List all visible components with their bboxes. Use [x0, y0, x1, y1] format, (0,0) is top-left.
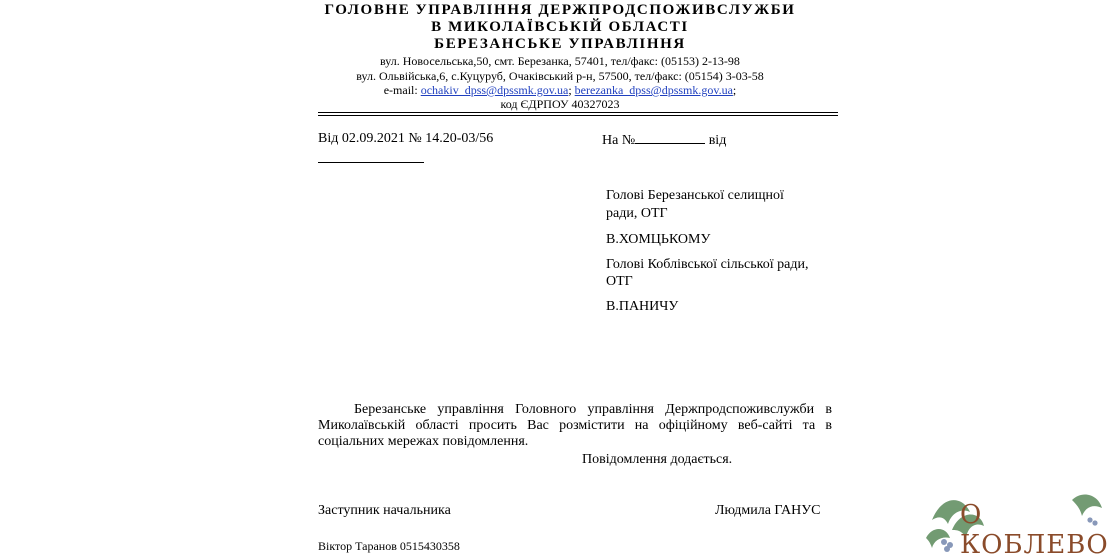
recipient-2-line1: Голові Коблівської сільської ради,	[606, 257, 809, 272]
email-separator: ;	[568, 83, 575, 97]
email-prefix: e-mail:	[383, 83, 421, 97]
incoming-ref-blank	[635, 131, 705, 144]
signer-name: Людмила ГАНУС	[715, 503, 821, 518]
recipient-1-name: В.ХОМЦЬКОМУ	[606, 232, 711, 247]
header-rule-top	[318, 112, 838, 113]
executor-contact: Віктор Таранов 0515430358	[318, 539, 460, 553]
email-link-berezanka[interactable]: berezanka_dpss@dpssmk.gov.ua	[574, 83, 733, 97]
signer-position: Заступник начальника	[318, 503, 451, 518]
address-line-2: вул. Ольвійська,6, с.Куцуруб, Очаківський р-н, 57500, тел/факс: (05154) 3-03-58	[356, 69, 764, 83]
recipient-2-name: В.ПАНИЧУ	[606, 299, 679, 314]
edrpou-code: код ЄДРПОУ 40327023	[500, 97, 620, 111]
incoming-reference	[602, 131, 726, 149]
email-line	[260, 83, 860, 98]
reference-underline	[318, 162, 424, 163]
address-line-1: вул. Новосельська,50, смт. Березанка, 57401, тел/факс: (05153) 2-13-98	[380, 54, 740, 68]
org-title-line1: ГОЛОВНЕ УПРАВЛІННЯ ДЕРЖПРОДСПОЖИВСЛУЖБИ	[324, 2, 796, 18]
org-title-line3: БЕРЕЗАНСЬКЕ УПРАВЛІННЯ	[434, 36, 686, 52]
incoming-ref-prefix: На №	[602, 133, 636, 148]
attachment-note: Повідомлення додається.	[582, 452, 733, 467]
email-link-ochakiv[interactable]: ochakiv_dpss@dpssmk.gov.ua	[420, 83, 569, 97]
recipient-1-line2: ради, ОТГ	[606, 206, 668, 221]
koblevo-logo-text: О КОБЛЕВО	[960, 500, 1109, 560]
recipient-1-line1: Голові Березанської селищної	[606, 188, 784, 203]
org-title-line2: В МИКОЛАЇВСЬКІЙ ОБЛАСТІ	[431, 19, 689, 35]
outgoing-reference: Від 02.09.2021 № 14.20-03/56	[318, 131, 494, 146]
header-rule-bottom	[318, 115, 838, 116]
email-suffix: ;	[732, 83, 737, 97]
incoming-ref-suffix: від	[705, 133, 727, 148]
letter-body-paragraph: Березанське управління Головного управління Держпродспоживслужби в Миколаївській області просить Вас розмістити на офіційному веб-сайті та в соціальних мережах повідомлення.	[318, 402, 832, 449]
recipient-2-line2: ОТГ	[606, 274, 633, 289]
